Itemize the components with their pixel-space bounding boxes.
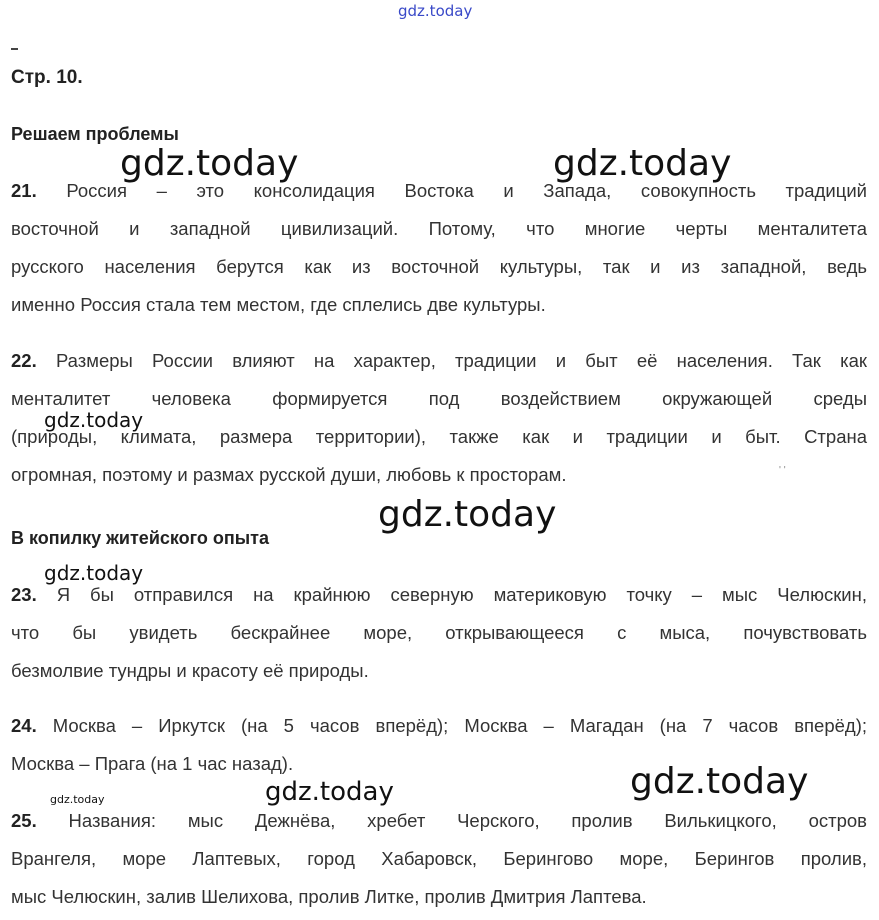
watermark: gdz.today (553, 143, 732, 184)
answer-line: огромная, поэтому и размах русской души, любовь к просторам. (11, 464, 567, 485)
scan-mark (11, 48, 18, 50)
watermark: gdz.today (265, 777, 394, 807)
answer-number: 24. (11, 715, 37, 736)
answer-line: Размеры России влияют на характер, традиции и быт её населения. Так как (55, 350, 867, 371)
page-reference: Стр. 10. (11, 67, 83, 88)
watermark: gdz.today (630, 761, 809, 802)
watermark: gdz.today (378, 494, 557, 535)
watermark: gdz.today (44, 561, 144, 585)
watermark: gdz.today (120, 143, 299, 184)
watermark: gdz.today (44, 408, 144, 432)
answer-line: менталитет человека формируется под воздействием окружающей среды (11, 388, 867, 409)
answer-line: мыс Челюскин, залив Шелихова, пролив Литке, пролив Дмитрия Лаптева. (11, 886, 647, 907)
answer-line: безмолвие тундры и красоту её природы. (11, 660, 369, 681)
answer-22 (11, 342, 867, 494)
answer-number: 21. (11, 180, 37, 201)
section-title: В копилку житейского опыта (11, 528, 269, 548)
answer-line: что бы увидеть бескрайнее море, открывающееся с мыса, почувствовать (11, 622, 867, 643)
answer-line: Я бы отправился на крайнюю северную материковую точку – мыс Челюскин, (56, 584, 867, 605)
answer-23 (11, 576, 867, 690)
answer-line: именно Россия стала тем местом, где сплелись две культуры. (11, 294, 546, 315)
answer-line: Москва – Иркутск (на 5 часов вперёд); Москва – Магадан (на 7 часов вперёд); (52, 715, 867, 736)
answer-line: Названия: мыс Дежнёва, хребет Черского, пролив Вилькицкого, остров (68, 810, 867, 831)
watermark-top: gdz.today (398, 2, 473, 20)
answer-line: восточной и западной цивилизаций. Потому, что многие черты менталитета (11, 218, 867, 239)
answer-line: Москва – Прага (на 1 час назад). (11, 753, 294, 774)
answer-25 (11, 802, 867, 916)
section-title: Решаем проблемы (11, 124, 179, 144)
answer-number: 22. (11, 350, 37, 371)
answer-number: 25. (11, 810, 37, 831)
watermark: gdz.today (50, 793, 105, 806)
answer-line: Россия – это консолидация Востока и Запада, совокупность традиций (66, 180, 867, 201)
answer-21 (11, 172, 867, 324)
answer-line: (природы, климата, размера территории), также как и традиции и быт. Страна (11, 426, 867, 447)
answer-line: Врангеля, море Лаптевых, город Хабаровск, Берингово море, Берингов пролив, (11, 848, 867, 869)
answer-number: 23. (11, 584, 37, 605)
answer-24 (11, 707, 867, 783)
scan-specks: ' ' (779, 465, 786, 476)
answer-line: русского населения берутся как из восточной культуры, так и из западной, ведь (11, 256, 867, 277)
